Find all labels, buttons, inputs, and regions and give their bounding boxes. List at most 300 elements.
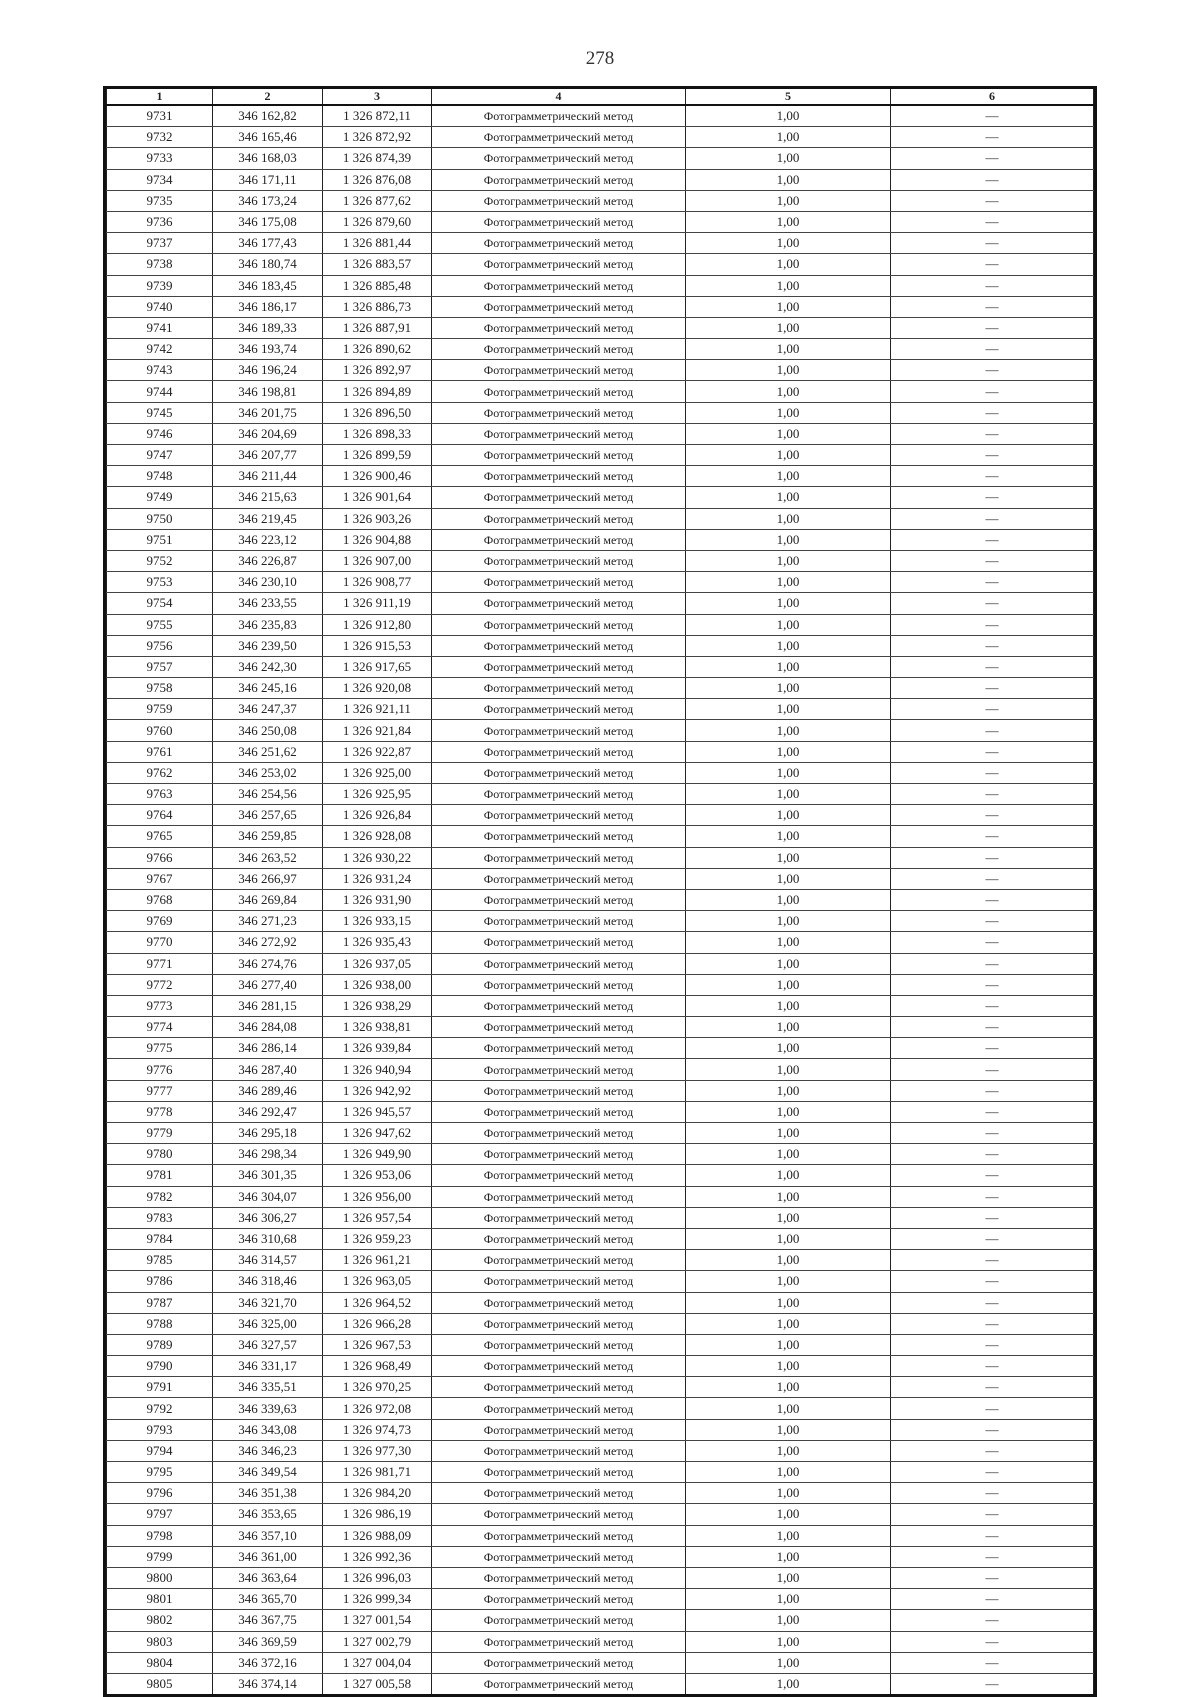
- cell-note: —: [891, 529, 1094, 550]
- cell-accuracy: 1,00: [686, 995, 891, 1016]
- cell-method: Фотограмметрический метод: [432, 1144, 686, 1165]
- table-row: [107, 1313, 1094, 1334]
- cell-y-coordinate: 1 326 940,94: [323, 1059, 432, 1080]
- cell-note: —: [891, 656, 1094, 677]
- cell-method: Фотограмметрический метод: [432, 423, 686, 444]
- cell-method: Фотограмметрический метод: [432, 1271, 686, 1292]
- cell-accuracy: 1,00: [686, 1546, 891, 1567]
- table-row: [107, 1250, 1094, 1271]
- cell-x-coordinate: 346 274,76: [213, 953, 323, 974]
- cell-accuracy: 1,00: [686, 233, 891, 254]
- table-row: [107, 487, 1094, 508]
- cell-note: —: [891, 614, 1094, 635]
- cell-x-coordinate: 346 171,11: [213, 169, 323, 190]
- table-row: [107, 254, 1094, 275]
- cell-accuracy: 1,00: [686, 784, 891, 805]
- cell-point-number: 9786: [107, 1271, 213, 1292]
- cell-note: —: [891, 1419, 1094, 1440]
- cell-note: —: [891, 1271, 1094, 1292]
- cell-y-coordinate: 1 326 904,88: [323, 529, 432, 550]
- cell-method: Фотограмметрический метод: [432, 1398, 686, 1419]
- cell-point-number: 9760: [107, 720, 213, 741]
- cell-note: —: [891, 635, 1094, 656]
- cell-x-coordinate: 346 168,03: [213, 148, 323, 169]
- cell-point-number: 9801: [107, 1589, 213, 1610]
- cell-note: —: [891, 1398, 1094, 1419]
- cell-method: Фотограмметрический метод: [432, 402, 686, 423]
- cell-x-coordinate: 346 204,69: [213, 423, 323, 444]
- table-row: [107, 402, 1094, 423]
- cell-x-coordinate: 346 301,35: [213, 1165, 323, 1186]
- cell-method: Фотограмметрический метод: [432, 550, 686, 571]
- cell-x-coordinate: 346 327,57: [213, 1334, 323, 1355]
- cell-accuracy: 1,00: [686, 529, 891, 550]
- cell-y-coordinate: 1 326 896,50: [323, 402, 432, 423]
- cell-y-coordinate: 1 326 886,73: [323, 296, 432, 317]
- cell-y-coordinate: 1 326 912,80: [323, 614, 432, 635]
- cell-accuracy: 1,00: [686, 487, 891, 508]
- cell-point-number: 9740: [107, 296, 213, 317]
- cell-y-coordinate: 1 326 925,95: [323, 784, 432, 805]
- cell-x-coordinate: 346 201,75: [213, 402, 323, 423]
- table-row: [107, 1377, 1094, 1398]
- cell-point-number: 9763: [107, 784, 213, 805]
- table-row: [107, 1165, 1094, 1186]
- cell-accuracy: 1,00: [686, 847, 891, 868]
- table-row: [107, 1101, 1094, 1122]
- cell-accuracy: 1,00: [686, 1419, 891, 1440]
- table-row: [107, 720, 1094, 741]
- cell-note: —: [891, 1610, 1094, 1631]
- cell-y-coordinate: 1 326 964,52: [323, 1292, 432, 1313]
- column-header-5: 5: [686, 89, 891, 105]
- cell-note: —: [891, 127, 1094, 148]
- cell-x-coordinate: 346 349,54: [213, 1462, 323, 1483]
- cell-accuracy: 1,00: [686, 254, 891, 275]
- cell-y-coordinate: 1 326 938,29: [323, 995, 432, 1016]
- cell-y-coordinate: 1 326 984,20: [323, 1483, 432, 1504]
- cell-point-number: 9759: [107, 699, 213, 720]
- cell-method: Фотограмметрический метод: [432, 1038, 686, 1059]
- cell-note: —: [891, 1313, 1094, 1334]
- cell-method: Фотограмметрический метод: [432, 953, 686, 974]
- cell-note: —: [891, 826, 1094, 847]
- cell-note: —: [891, 762, 1094, 783]
- cell-point-number: 9788: [107, 1313, 213, 1334]
- table-row: [107, 1186, 1094, 1207]
- cell-method: Фотограмметрический метод: [432, 233, 686, 254]
- cell-y-coordinate: 1 326 885,48: [323, 275, 432, 296]
- cell-y-coordinate: 1 326 937,05: [323, 953, 432, 974]
- cell-x-coordinate: 346 162,82: [213, 105, 323, 127]
- cell-point-number: 9778: [107, 1101, 213, 1122]
- cell-method: Фотограмметрический метод: [432, 847, 686, 868]
- cell-accuracy: 1,00: [686, 148, 891, 169]
- cell-note: —: [891, 1292, 1094, 1313]
- cell-accuracy: 1,00: [686, 911, 891, 932]
- cell-y-coordinate: 1 326 935,43: [323, 932, 432, 953]
- cell-method: Фотограмметрический метод: [432, 211, 686, 232]
- cell-point-number: 9770: [107, 932, 213, 953]
- cell-note: —: [891, 1144, 1094, 1165]
- cell-point-number: 9769: [107, 911, 213, 932]
- cell-y-coordinate: 1 327 001,54: [323, 1610, 432, 1631]
- cell-y-coordinate: 1 326 961,21: [323, 1250, 432, 1271]
- cell-x-coordinate: 346 251,62: [213, 741, 323, 762]
- cell-accuracy: 1,00: [686, 762, 891, 783]
- cell-accuracy: 1,00: [686, 1271, 891, 1292]
- cell-y-coordinate: 1 326 898,33: [323, 423, 432, 444]
- cell-note: —: [891, 678, 1094, 699]
- table-row: [107, 317, 1094, 338]
- cell-method: Фотограмметрический метод: [432, 296, 686, 317]
- cell-accuracy: 1,00: [686, 656, 891, 677]
- cell-method: Фотограмметрический метод: [432, 741, 686, 762]
- cell-y-coordinate: 1 326 892,97: [323, 360, 432, 381]
- cell-point-number: 9787: [107, 1292, 213, 1313]
- cell-accuracy: 1,00: [686, 360, 891, 381]
- table-row: [107, 1356, 1094, 1377]
- cell-method: Фотограмметрический метод: [432, 699, 686, 720]
- cell-y-coordinate: 1 326 942,92: [323, 1080, 432, 1101]
- cell-point-number: 9743: [107, 360, 213, 381]
- table-row: [107, 826, 1094, 847]
- cell-x-coordinate: 346 363,64: [213, 1567, 323, 1588]
- cell-method: Фотограмметрический метод: [432, 805, 686, 826]
- table-row: [107, 1525, 1094, 1546]
- cell-point-number: 9777: [107, 1080, 213, 1101]
- cell-y-coordinate: 1 326 926,84: [323, 805, 432, 826]
- cell-y-coordinate: 1 326 967,53: [323, 1334, 432, 1355]
- cell-point-number: 9746: [107, 423, 213, 444]
- cell-note: —: [891, 1080, 1094, 1101]
- cell-x-coordinate: 346 235,83: [213, 614, 323, 635]
- column-header-6: 6: [891, 89, 1094, 105]
- cell-y-coordinate: 1 326 876,08: [323, 169, 432, 190]
- table-row: [107, 635, 1094, 656]
- column-header-3: 3: [323, 89, 432, 105]
- cell-accuracy: 1,00: [686, 1610, 891, 1631]
- cell-point-number: 9774: [107, 1017, 213, 1038]
- cell-note: —: [891, 720, 1094, 741]
- cell-method: Фотограмметрический метод: [432, 1525, 686, 1546]
- cell-note: —: [891, 233, 1094, 254]
- cell-note: —: [891, 1123, 1094, 1144]
- table-row: [107, 105, 1094, 127]
- cell-point-number: 9784: [107, 1228, 213, 1249]
- cell-x-coordinate: 346 343,08: [213, 1419, 323, 1440]
- cell-note: —: [891, 953, 1094, 974]
- cell-y-coordinate: 1 326 872,92: [323, 127, 432, 148]
- table-row: [107, 360, 1094, 381]
- cell-y-coordinate: 1 326 949,90: [323, 1144, 432, 1165]
- cell-y-coordinate: 1 326 900,46: [323, 466, 432, 487]
- cell-accuracy: 1,00: [686, 1292, 891, 1313]
- table-row: [107, 508, 1094, 529]
- cell-x-coordinate: 346 233,55: [213, 593, 323, 614]
- cell-y-coordinate: 1 326 931,90: [323, 889, 432, 910]
- cell-method: Фотограмметрический метод: [432, 593, 686, 614]
- cell-x-coordinate: 346 175,08: [213, 211, 323, 232]
- cell-note: —: [891, 805, 1094, 826]
- cell-x-coordinate: 346 331,17: [213, 1356, 323, 1377]
- cell-point-number: 9779: [107, 1123, 213, 1144]
- cell-method: Фотограмметрический метод: [432, 445, 686, 466]
- table-row: [107, 1144, 1094, 1165]
- cell-method: Фотограмметрический метод: [432, 1377, 686, 1398]
- cell-point-number: 9742: [107, 339, 213, 360]
- table-row: [107, 296, 1094, 317]
- cell-x-coordinate: 346 286,14: [213, 1038, 323, 1059]
- cell-point-number: 9767: [107, 868, 213, 889]
- cell-accuracy: 1,00: [686, 1038, 891, 1059]
- table-row: [107, 1419, 1094, 1440]
- cell-accuracy: 1,00: [686, 593, 891, 614]
- cell-method: Фотограмметрический метод: [432, 1165, 686, 1186]
- cell-x-coordinate: 346 173,24: [213, 190, 323, 211]
- cell-accuracy: 1,00: [686, 1123, 891, 1144]
- cell-point-number: 9733: [107, 148, 213, 169]
- cell-point-number: 9792: [107, 1398, 213, 1419]
- cell-point-number: 9738: [107, 254, 213, 275]
- cell-method: Фотограмметрический метод: [432, 1080, 686, 1101]
- cell-point-number: 9757: [107, 656, 213, 677]
- cell-accuracy: 1,00: [686, 868, 891, 889]
- cell-note: —: [891, 1652, 1094, 1673]
- cell-x-coordinate: 346 165,46: [213, 127, 323, 148]
- cell-x-coordinate: 346 266,97: [213, 868, 323, 889]
- cell-note: —: [891, 296, 1094, 317]
- cell-point-number: 9734: [107, 169, 213, 190]
- table-row: [107, 953, 1094, 974]
- cell-y-coordinate: 1 326 925,00: [323, 762, 432, 783]
- cell-note: —: [891, 1377, 1094, 1398]
- page-number: 278: [585, 48, 615, 69]
- cell-point-number: 9753: [107, 572, 213, 593]
- cell-y-coordinate: 1 326 899,59: [323, 445, 432, 466]
- cell-point-number: 9762: [107, 762, 213, 783]
- cell-x-coordinate: 346 353,65: [213, 1504, 323, 1525]
- cell-note: —: [891, 190, 1094, 211]
- cell-method: Фотограмметрический метод: [432, 148, 686, 169]
- cell-note: —: [891, 1059, 1094, 1080]
- cell-note: —: [891, 1038, 1094, 1059]
- cell-x-coordinate: 346 226,87: [213, 550, 323, 571]
- cell-note: —: [891, 466, 1094, 487]
- cell-point-number: 9747: [107, 445, 213, 466]
- cell-method: Фотограмметрический метод: [432, 254, 686, 275]
- cell-y-coordinate: 1 326 890,62: [323, 339, 432, 360]
- cell-accuracy: 1,00: [686, 1652, 891, 1673]
- cell-point-number: 9797: [107, 1504, 213, 1525]
- cell-note: —: [891, 1101, 1094, 1122]
- coordinates-table: [106, 89, 1094, 1694]
- cell-x-coordinate: 346 292,47: [213, 1101, 323, 1122]
- table-row: [107, 995, 1094, 1016]
- cell-accuracy: 1,00: [686, 445, 891, 466]
- cell-point-number: 9781: [107, 1165, 213, 1186]
- cell-method: Фотограмметрический метод: [432, 974, 686, 995]
- table-row: [107, 1292, 1094, 1313]
- table-row: [107, 1462, 1094, 1483]
- cell-point-number: 9765: [107, 826, 213, 847]
- cell-accuracy: 1,00: [686, 169, 891, 190]
- cell-point-number: 9739: [107, 275, 213, 296]
- cell-x-coordinate: 346 247,37: [213, 699, 323, 720]
- cell-note: —: [891, 508, 1094, 529]
- cell-y-coordinate: 1 326 992,36: [323, 1546, 432, 1567]
- column-header-4: 4: [432, 89, 686, 105]
- cell-y-coordinate: 1 326 947,62: [323, 1123, 432, 1144]
- cell-point-number: 9758: [107, 678, 213, 699]
- cell-method: Фотограмметрический метод: [432, 466, 686, 487]
- cell-y-coordinate: 1 326 974,73: [323, 1419, 432, 1440]
- cell-accuracy: 1,00: [686, 1398, 891, 1419]
- cell-accuracy: 1,00: [686, 1567, 891, 1588]
- cell-accuracy: 1,00: [686, 953, 891, 974]
- cell-x-coordinate: 346 207,77: [213, 445, 323, 466]
- cell-method: Фотограмметрический метод: [432, 1186, 686, 1207]
- cell-accuracy: 1,00: [686, 1165, 891, 1186]
- cell-accuracy: 1,00: [686, 741, 891, 762]
- cell-point-number: 9752: [107, 550, 213, 571]
- table-row: [107, 211, 1094, 232]
- cell-accuracy: 1,00: [686, 1080, 891, 1101]
- table-row: [107, 614, 1094, 635]
- cell-method: Фотограмметрический метод: [432, 1356, 686, 1377]
- table-row: [107, 889, 1094, 910]
- cell-method: Фотограмметрический метод: [432, 1440, 686, 1461]
- cell-accuracy: 1,00: [686, 1462, 891, 1483]
- table-row: [107, 127, 1094, 148]
- table-row: [107, 445, 1094, 466]
- cell-y-coordinate: 1 326 933,15: [323, 911, 432, 932]
- cell-x-coordinate: 346 314,57: [213, 1250, 323, 1271]
- cell-point-number: 9755: [107, 614, 213, 635]
- cell-method: Фотограмметрический метод: [432, 1334, 686, 1355]
- cell-x-coordinate: 346 183,45: [213, 275, 323, 296]
- cell-accuracy: 1,00: [686, 635, 891, 656]
- cell-x-coordinate: 346 298,34: [213, 1144, 323, 1165]
- cell-point-number: 9761: [107, 741, 213, 762]
- cell-accuracy: 1,00: [686, 1228, 891, 1249]
- cell-y-coordinate: 1 326 970,25: [323, 1377, 432, 1398]
- table-row: [107, 1207, 1094, 1228]
- cell-note: —: [891, 254, 1094, 275]
- cell-point-number: 9804: [107, 1652, 213, 1673]
- cell-x-coordinate: 346 374,14: [213, 1673, 323, 1694]
- cell-accuracy: 1,00: [686, 889, 891, 910]
- cell-y-coordinate: 1 326 988,09: [323, 1525, 432, 1546]
- table-row: [107, 1652, 1094, 1673]
- cell-method: Фотограмметрический метод: [432, 487, 686, 508]
- cell-method: Фотограмметрический метод: [432, 614, 686, 635]
- cell-y-coordinate: 1 326 981,71: [323, 1462, 432, 1483]
- cell-method: Фотограмметрический метод: [432, 1419, 686, 1440]
- cell-point-number: 9796: [107, 1483, 213, 1504]
- cell-note: —: [891, 148, 1094, 169]
- cell-note: —: [891, 1631, 1094, 1652]
- cell-x-coordinate: 346 269,84: [213, 889, 323, 910]
- cell-y-coordinate: 1 327 002,79: [323, 1631, 432, 1652]
- cell-method: Фотограмметрический метод: [432, 360, 686, 381]
- cell-point-number: 9741: [107, 317, 213, 338]
- cell-x-coordinate: 346 289,46: [213, 1080, 323, 1101]
- cell-x-coordinate: 346 357,10: [213, 1525, 323, 1546]
- cell-point-number: 9795: [107, 1462, 213, 1483]
- table-row: [107, 1567, 1094, 1588]
- cell-accuracy: 1,00: [686, 1673, 891, 1694]
- cell-method: Фотограмметрический метод: [432, 1589, 686, 1610]
- cell-note: —: [891, 423, 1094, 444]
- cell-accuracy: 1,00: [686, 550, 891, 571]
- cell-y-coordinate: 1 326 938,81: [323, 1017, 432, 1038]
- cell-x-coordinate: 346 180,74: [213, 254, 323, 275]
- cell-x-coordinate: 346 263,52: [213, 847, 323, 868]
- cell-x-coordinate: 346 253,02: [213, 762, 323, 783]
- cell-y-coordinate: 1 326 977,30: [323, 1440, 432, 1461]
- cell-x-coordinate: 346 306,27: [213, 1207, 323, 1228]
- table-row: [107, 805, 1094, 826]
- table-row: [107, 1546, 1094, 1567]
- cell-accuracy: 1,00: [686, 1101, 891, 1122]
- cell-accuracy: 1,00: [686, 1207, 891, 1228]
- cell-point-number: 9802: [107, 1610, 213, 1631]
- table-row: [107, 550, 1094, 571]
- table-row: [107, 169, 1094, 190]
- cell-method: Фотограмметрический метод: [432, 678, 686, 699]
- cell-y-coordinate: 1 326 879,60: [323, 211, 432, 232]
- table-row: [107, 1483, 1094, 1504]
- cell-method: Фотограмметрический метод: [432, 1017, 686, 1038]
- cell-x-coordinate: 346 245,16: [213, 678, 323, 699]
- cell-y-coordinate: 1 326 907,00: [323, 550, 432, 571]
- cell-x-coordinate: 346 321,70: [213, 1292, 323, 1313]
- cell-note: —: [891, 1525, 1094, 1546]
- cell-note: —: [891, 1356, 1094, 1377]
- cell-accuracy: 1,00: [686, 1017, 891, 1038]
- cell-accuracy: 1,00: [686, 974, 891, 995]
- cell-accuracy: 1,00: [686, 190, 891, 211]
- cell-y-coordinate: 1 326 939,84: [323, 1038, 432, 1059]
- cell-point-number: 9799: [107, 1546, 213, 1567]
- table-row: [107, 1038, 1094, 1059]
- cell-point-number: 9768: [107, 889, 213, 910]
- cell-note: —: [891, 1504, 1094, 1525]
- table-row: [107, 1504, 1094, 1525]
- cell-accuracy: 1,00: [686, 127, 891, 148]
- cell-point-number: 9783: [107, 1207, 213, 1228]
- cell-note: —: [891, 1334, 1094, 1355]
- cell-y-coordinate: 1 326 894,89: [323, 381, 432, 402]
- cell-note: —: [891, 1462, 1094, 1483]
- cell-x-coordinate: 346 259,85: [213, 826, 323, 847]
- cell-point-number: 9800: [107, 1567, 213, 1588]
- cell-note: —: [891, 1017, 1094, 1038]
- cell-x-coordinate: 346 304,07: [213, 1186, 323, 1207]
- cell-y-coordinate: 1 326 874,39: [323, 148, 432, 169]
- cell-accuracy: 1,00: [686, 1059, 891, 1080]
- cell-accuracy: 1,00: [686, 296, 891, 317]
- table-row: [107, 784, 1094, 805]
- cell-point-number: 9789: [107, 1334, 213, 1355]
- cell-method: Фотограмметрический метод: [432, 911, 686, 932]
- cell-method: Фотограмметрический метод: [432, 169, 686, 190]
- cell-accuracy: 1,00: [686, 826, 891, 847]
- cell-y-coordinate: 1 326 881,44: [323, 233, 432, 254]
- cell-note: —: [891, 1567, 1094, 1588]
- table-row: [107, 1334, 1094, 1355]
